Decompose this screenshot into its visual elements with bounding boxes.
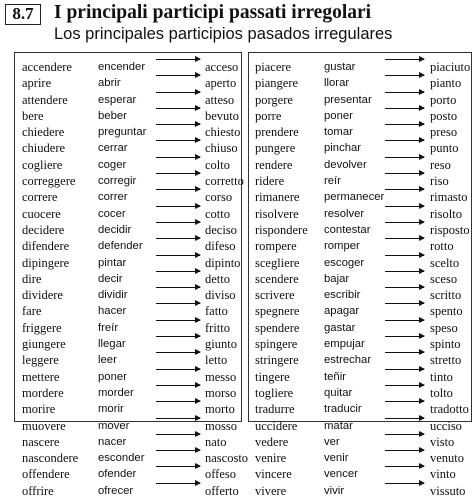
right-arrow-icon bbox=[156, 75, 200, 76]
verb-row bbox=[249, 140, 471, 156]
past-participle: chiesto bbox=[205, 125, 241, 140]
italian-infinitive: chiudere bbox=[22, 141, 66, 156]
spanish-translation: dividir bbox=[98, 289, 128, 302]
italian-infinitive: decidere bbox=[22, 222, 65, 237]
spanish-translation: empujar bbox=[324, 338, 365, 351]
past-participle: corretto bbox=[205, 174, 244, 189]
verb-table-right bbox=[248, 52, 472, 498]
spanish-translation: llorar bbox=[324, 77, 350, 90]
spanish-translation: beber bbox=[98, 109, 127, 122]
spanish-translation: decidir bbox=[98, 223, 132, 236]
verb-row bbox=[15, 369, 241, 385]
spanish-translation: poner bbox=[98, 370, 127, 383]
verb-row bbox=[15, 173, 244, 189]
italian-infinitive: scendere bbox=[255, 271, 299, 286]
italian-infinitive: togliere bbox=[255, 385, 294, 400]
past-participle: diviso bbox=[205, 288, 236, 303]
right-arrow-icon bbox=[385, 418, 424, 419]
past-participle: porto bbox=[430, 92, 457, 107]
past-participle: riso bbox=[430, 174, 449, 189]
italian-infinitive: morire bbox=[22, 402, 56, 417]
verb-row bbox=[15, 450, 249, 466]
spanish-translation: resolver bbox=[324, 207, 365, 220]
verb-row bbox=[249, 124, 471, 140]
right-arrow-icon bbox=[385, 287, 424, 288]
spanish-translation: mover bbox=[98, 419, 130, 432]
verb-row bbox=[249, 108, 471, 124]
verb-row bbox=[249, 287, 471, 303]
verb-row bbox=[15, 287, 241, 303]
past-participle: reso bbox=[430, 157, 451, 172]
right-arrow-icon bbox=[385, 466, 424, 467]
right-arrow-icon bbox=[385, 222, 424, 223]
spanish-translation: permanecer bbox=[324, 191, 385, 204]
italian-infinitive: pungere bbox=[255, 141, 296, 156]
italian-infinitive: stringere bbox=[255, 353, 299, 368]
section-number: 8.7 bbox=[5, 4, 41, 25]
past-participle: difeso bbox=[205, 239, 236, 254]
past-participle: deciso bbox=[205, 222, 237, 237]
spanish-translation: estrechar bbox=[324, 354, 372, 367]
right-arrow-icon bbox=[385, 206, 424, 207]
past-participle: posto bbox=[430, 108, 458, 123]
spanish-translation: freír bbox=[98, 321, 119, 334]
verb-row bbox=[249, 222, 471, 238]
right-arrow-icon bbox=[156, 434, 200, 435]
italian-infinitive: offrire bbox=[22, 483, 54, 498]
italian-infinitive: cogliere bbox=[22, 157, 63, 172]
past-participle: scelto bbox=[430, 255, 460, 270]
past-participle: nato bbox=[205, 434, 227, 449]
spanish-translation: preguntar bbox=[98, 126, 147, 139]
right-arrow-icon bbox=[385, 401, 424, 402]
italian-infinitive: piangere bbox=[255, 76, 299, 91]
italian-infinitive: difendere bbox=[22, 239, 70, 254]
verb-row bbox=[249, 385, 471, 401]
past-participle: morso bbox=[205, 385, 237, 400]
spanish-translation: cocer bbox=[98, 207, 126, 220]
past-participle: rotto bbox=[430, 239, 454, 254]
italian-infinitive: ridere bbox=[255, 174, 285, 189]
right-arrow-icon bbox=[156, 59, 200, 60]
italian-infinitive: aprire bbox=[22, 76, 52, 91]
verb-row bbox=[15, 124, 241, 140]
verb-row bbox=[15, 206, 241, 222]
past-participle: punto bbox=[430, 141, 459, 156]
past-participle: detto bbox=[205, 271, 230, 286]
past-participle: nascosto bbox=[205, 451, 249, 466]
verb-row bbox=[249, 418, 471, 434]
verb-row bbox=[15, 401, 241, 417]
italian-infinitive: scegliere bbox=[255, 255, 300, 270]
italian-infinitive: muovere bbox=[22, 418, 66, 433]
past-participle: vinto bbox=[430, 467, 456, 482]
right-arrow-icon bbox=[385, 140, 424, 141]
right-arrow-icon bbox=[156, 92, 200, 93]
past-participle: messo bbox=[205, 369, 237, 384]
verb-row bbox=[249, 255, 471, 271]
past-participle: spento bbox=[430, 304, 463, 319]
italian-infinitive: leggere bbox=[22, 353, 59, 368]
right-arrow-icon bbox=[385, 92, 424, 93]
right-arrow-icon bbox=[156, 369, 200, 370]
verb-row bbox=[249, 434, 471, 450]
right-arrow-icon bbox=[156, 189, 200, 190]
right-arrow-icon bbox=[156, 352, 200, 353]
verb-row bbox=[15, 418, 241, 434]
right-arrow-icon bbox=[385, 271, 424, 272]
right-arrow-icon bbox=[385, 320, 424, 321]
spanish-translation: abrir bbox=[98, 77, 121, 90]
spanish-translation: leer bbox=[98, 354, 117, 367]
past-participle: bevuto bbox=[205, 108, 240, 123]
spanish-translation: bajar bbox=[324, 272, 350, 285]
verb-row bbox=[15, 466, 241, 482]
right-arrow-icon bbox=[385, 352, 424, 353]
verb-rows-right bbox=[249, 59, 471, 499]
verb-row bbox=[249, 92, 471, 108]
italian-infinitive: dire bbox=[22, 271, 42, 286]
italian-infinitive: chiedere bbox=[22, 125, 65, 140]
spanish-translation: esconder bbox=[98, 452, 145, 465]
verb-row bbox=[15, 434, 241, 450]
verb-row bbox=[15, 75, 241, 91]
past-participle: sceso bbox=[430, 271, 458, 286]
past-participle: atteso bbox=[205, 92, 235, 107]
italian-infinitive: porgere bbox=[255, 92, 293, 107]
past-participle: letto bbox=[205, 353, 228, 368]
past-participle: fatto bbox=[205, 304, 228, 319]
right-arrow-icon bbox=[385, 336, 424, 337]
italian-infinitive: venire bbox=[255, 451, 287, 466]
right-arrow-icon bbox=[385, 124, 424, 125]
spanish-translation: llegar bbox=[98, 338, 126, 351]
spanish-translation: romper bbox=[324, 240, 360, 253]
past-participle: risposto bbox=[430, 222, 470, 237]
right-arrow-icon bbox=[385, 385, 424, 386]
italian-infinitive: spingere bbox=[255, 337, 298, 352]
italian-infinitive: risolvere bbox=[255, 206, 299, 221]
spanish-translation: morder bbox=[98, 386, 134, 399]
spanish-translation: gastar bbox=[324, 321, 356, 334]
past-participle: mosso bbox=[205, 418, 237, 433]
verb-row bbox=[249, 450, 471, 466]
spanish-translation: poner bbox=[324, 109, 353, 122]
verb-table-left bbox=[14, 52, 249, 498]
verb-row bbox=[15, 352, 241, 368]
spanish-translation: teñir bbox=[324, 370, 346, 383]
past-participle: chiuso bbox=[205, 141, 238, 156]
verb-row bbox=[15, 189, 241, 205]
past-participle: cotto bbox=[205, 206, 230, 221]
spanish-translation: ver bbox=[324, 435, 340, 448]
title-italian: I principali participi passati irregolari bbox=[54, 2, 372, 23]
italian-infinitive: piacere bbox=[255, 60, 292, 74]
verb-row bbox=[249, 59, 471, 75]
title-spanish: Los principales participios pasados irregulares bbox=[54, 25, 393, 43]
italian-infinitive: bere bbox=[22, 108, 44, 123]
italian-infinitive: vedere bbox=[255, 434, 289, 449]
right-arrow-icon bbox=[156, 418, 200, 419]
italian-infinitive: correre bbox=[22, 190, 58, 205]
italian-infinitive: friggere bbox=[22, 320, 62, 335]
verb-row bbox=[249, 157, 471, 173]
verb-row bbox=[249, 401, 471, 417]
past-participle: stretto bbox=[430, 353, 462, 368]
spanish-translation: vencer bbox=[324, 468, 358, 481]
spanish-translation: presentar bbox=[324, 93, 372, 106]
italian-infinitive: cuocere bbox=[22, 206, 61, 221]
right-arrow-icon bbox=[156, 206, 200, 207]
right-arrow-icon bbox=[156, 140, 200, 141]
past-participle: scritto bbox=[430, 288, 462, 303]
verb-row bbox=[15, 92, 241, 108]
spanish-translation: escoger bbox=[324, 256, 365, 269]
verb-row bbox=[15, 140, 241, 156]
italian-infinitive: fare bbox=[22, 304, 42, 319]
spanish-translation: ofender bbox=[98, 468, 137, 481]
spanish-translation: vivir bbox=[324, 484, 345, 497]
right-arrow-icon bbox=[156, 303, 200, 304]
spanish-translation: corregir bbox=[98, 175, 137, 188]
past-participle: dipinto bbox=[205, 255, 241, 270]
italian-infinitive: rimanere bbox=[255, 190, 300, 205]
italian-infinitive: correggere bbox=[22, 174, 76, 189]
spanish-translation: pintar bbox=[98, 256, 127, 269]
verb-row bbox=[15, 336, 241, 352]
verb-row bbox=[249, 369, 471, 385]
right-arrow-icon bbox=[385, 255, 424, 256]
right-arrow-icon bbox=[385, 238, 424, 239]
right-arrow-icon bbox=[156, 466, 200, 467]
right-arrow-icon bbox=[156, 320, 200, 321]
right-arrow-icon bbox=[156, 450, 200, 451]
verb-row bbox=[15, 238, 241, 254]
right-arrow-icon bbox=[156, 222, 200, 223]
spanish-translation: tomar bbox=[324, 126, 353, 139]
right-arrow-icon bbox=[385, 450, 424, 451]
spanish-translation: apagar bbox=[324, 305, 360, 318]
right-arrow-icon bbox=[156, 108, 200, 109]
spanish-translation: esperar bbox=[98, 93, 137, 106]
spanish-translation: gustar bbox=[324, 61, 356, 73]
italian-infinitive: scrivere bbox=[255, 288, 295, 303]
past-participle: venuto bbox=[430, 451, 465, 466]
past-participle: risolto bbox=[430, 206, 462, 221]
past-participle: pianto bbox=[430, 76, 462, 91]
italian-infinitive: nascere bbox=[22, 434, 60, 449]
past-participle: speso bbox=[430, 320, 458, 335]
past-participle: rimasto bbox=[430, 190, 468, 205]
right-arrow-icon bbox=[385, 303, 424, 304]
past-participle: aperto bbox=[205, 76, 237, 91]
right-arrow-icon bbox=[156, 483, 200, 484]
right-arrow-icon bbox=[385, 483, 424, 484]
verb-row bbox=[15, 255, 241, 271]
spanish-translation: quitar bbox=[324, 386, 353, 399]
right-arrow-icon bbox=[385, 173, 424, 174]
spanish-translation: defender bbox=[98, 240, 143, 253]
right-arrow-icon bbox=[156, 336, 200, 337]
spanish-translation: encender bbox=[98, 61, 146, 73]
spanish-translation: reír bbox=[324, 175, 341, 188]
italian-infinitive: nascondere bbox=[22, 451, 79, 466]
past-participle: spinto bbox=[430, 337, 461, 352]
past-participle: visto bbox=[430, 434, 455, 449]
right-arrow-icon bbox=[385, 59, 424, 60]
verb-row bbox=[15, 222, 241, 238]
italian-infinitive: rompere bbox=[255, 239, 297, 254]
italian-infinitive: accendere bbox=[22, 60, 72, 74]
verb-row bbox=[249, 303, 471, 319]
past-participle: ucciso bbox=[430, 418, 462, 433]
italian-infinitive: rispondere bbox=[255, 222, 308, 237]
past-participle: morto bbox=[205, 402, 235, 417]
italian-infinitive: tingere bbox=[255, 369, 290, 384]
spanish-translation: contestar bbox=[324, 223, 371, 236]
past-participle: tinto bbox=[430, 369, 453, 384]
verb-row bbox=[249, 206, 471, 222]
right-arrow-icon bbox=[385, 369, 424, 370]
spanish-translation: morir bbox=[98, 403, 124, 416]
verb-row bbox=[249, 271, 471, 287]
right-arrow-icon bbox=[385, 189, 424, 190]
verb-row bbox=[15, 303, 241, 319]
right-arrow-icon bbox=[156, 385, 200, 386]
right-arrow-icon bbox=[156, 157, 200, 158]
past-participle: fritto bbox=[205, 320, 230, 335]
italian-infinitive: offendere bbox=[22, 467, 70, 482]
past-participle: corso bbox=[205, 190, 233, 205]
right-arrow-icon bbox=[156, 173, 200, 174]
verb-row bbox=[249, 320, 471, 336]
right-arrow-icon bbox=[156, 238, 200, 239]
spanish-translation: coger bbox=[98, 158, 127, 171]
past-participle: acceso bbox=[205, 60, 239, 74]
right-arrow-icon bbox=[156, 401, 200, 402]
verb-row bbox=[15, 108, 241, 124]
spanish-translation: decir bbox=[98, 272, 123, 285]
spanish-translation: venir bbox=[324, 452, 349, 465]
italian-infinitive: spendere bbox=[255, 320, 300, 335]
spanish-translation: devolver bbox=[324, 158, 367, 171]
past-participle: piaciuto bbox=[430, 60, 471, 74]
verb-row bbox=[249, 173, 471, 189]
verb-row bbox=[15, 320, 241, 336]
italian-infinitive: rendere bbox=[255, 157, 293, 172]
italian-infinitive: dividere bbox=[22, 288, 63, 303]
verb-rows-left bbox=[15, 59, 249, 499]
past-participle: tolto bbox=[430, 385, 453, 400]
past-participle: offeso bbox=[205, 467, 237, 482]
verb-row bbox=[15, 385, 241, 401]
verb-row bbox=[249, 189, 471, 205]
past-participle: giunto bbox=[205, 337, 237, 352]
past-participle: preso bbox=[430, 125, 458, 140]
italian-infinitive: mordere bbox=[22, 385, 64, 400]
right-arrow-icon bbox=[156, 124, 200, 125]
italian-infinitive: attendere bbox=[22, 92, 68, 107]
spanish-translation: escribir bbox=[324, 289, 361, 302]
spanish-translation: cerrar bbox=[98, 142, 128, 155]
italian-infinitive: uccidere bbox=[255, 418, 298, 433]
right-arrow-icon bbox=[385, 75, 424, 76]
past-participle: offerto bbox=[205, 483, 239, 498]
right-arrow-icon bbox=[385, 157, 424, 158]
spanish-translation: pinchar bbox=[324, 142, 362, 155]
right-arrow-icon bbox=[156, 287, 200, 288]
verb-row bbox=[15, 483, 241, 499]
section-header bbox=[0, 0, 474, 48]
verb-row bbox=[249, 238, 471, 254]
verb-row bbox=[249, 336, 471, 352]
right-arrow-icon bbox=[156, 271, 200, 272]
right-arrow-icon bbox=[156, 255, 200, 256]
italian-infinitive: vivere bbox=[255, 483, 287, 498]
spanish-translation: nacer bbox=[98, 435, 127, 448]
verb-row bbox=[249, 75, 471, 91]
verb-row bbox=[249, 466, 471, 482]
past-participle: colto bbox=[205, 157, 230, 172]
verb-row bbox=[15, 157, 241, 173]
past-participle: vissuto bbox=[430, 483, 466, 498]
right-arrow-icon bbox=[385, 108, 424, 109]
verb-row bbox=[15, 59, 241, 75]
spanish-translation: correr bbox=[98, 191, 128, 204]
italian-infinitive: spegnere bbox=[255, 304, 300, 319]
spanish-translation: hacer bbox=[98, 305, 127, 318]
italian-infinitive: vincere bbox=[255, 467, 292, 482]
verb-row bbox=[249, 352, 471, 368]
spanish-translation: traducir bbox=[324, 403, 362, 416]
past-participle: tradotto bbox=[430, 402, 469, 417]
right-arrow-icon bbox=[385, 434, 424, 435]
spanish-translation: matar bbox=[324, 419, 353, 432]
italian-infinitive: giungere bbox=[22, 337, 66, 352]
italian-infinitive: dipingere bbox=[22, 255, 70, 270]
spanish-translation: ofrecer bbox=[98, 484, 134, 497]
italian-infinitive: mettere bbox=[22, 369, 60, 384]
verb-row bbox=[15, 271, 241, 287]
italian-infinitive: tradurre bbox=[255, 402, 295, 417]
verb-row bbox=[249, 483, 471, 499]
italian-infinitive: porre bbox=[255, 108, 282, 123]
italian-infinitive: prendere bbox=[255, 125, 299, 140]
